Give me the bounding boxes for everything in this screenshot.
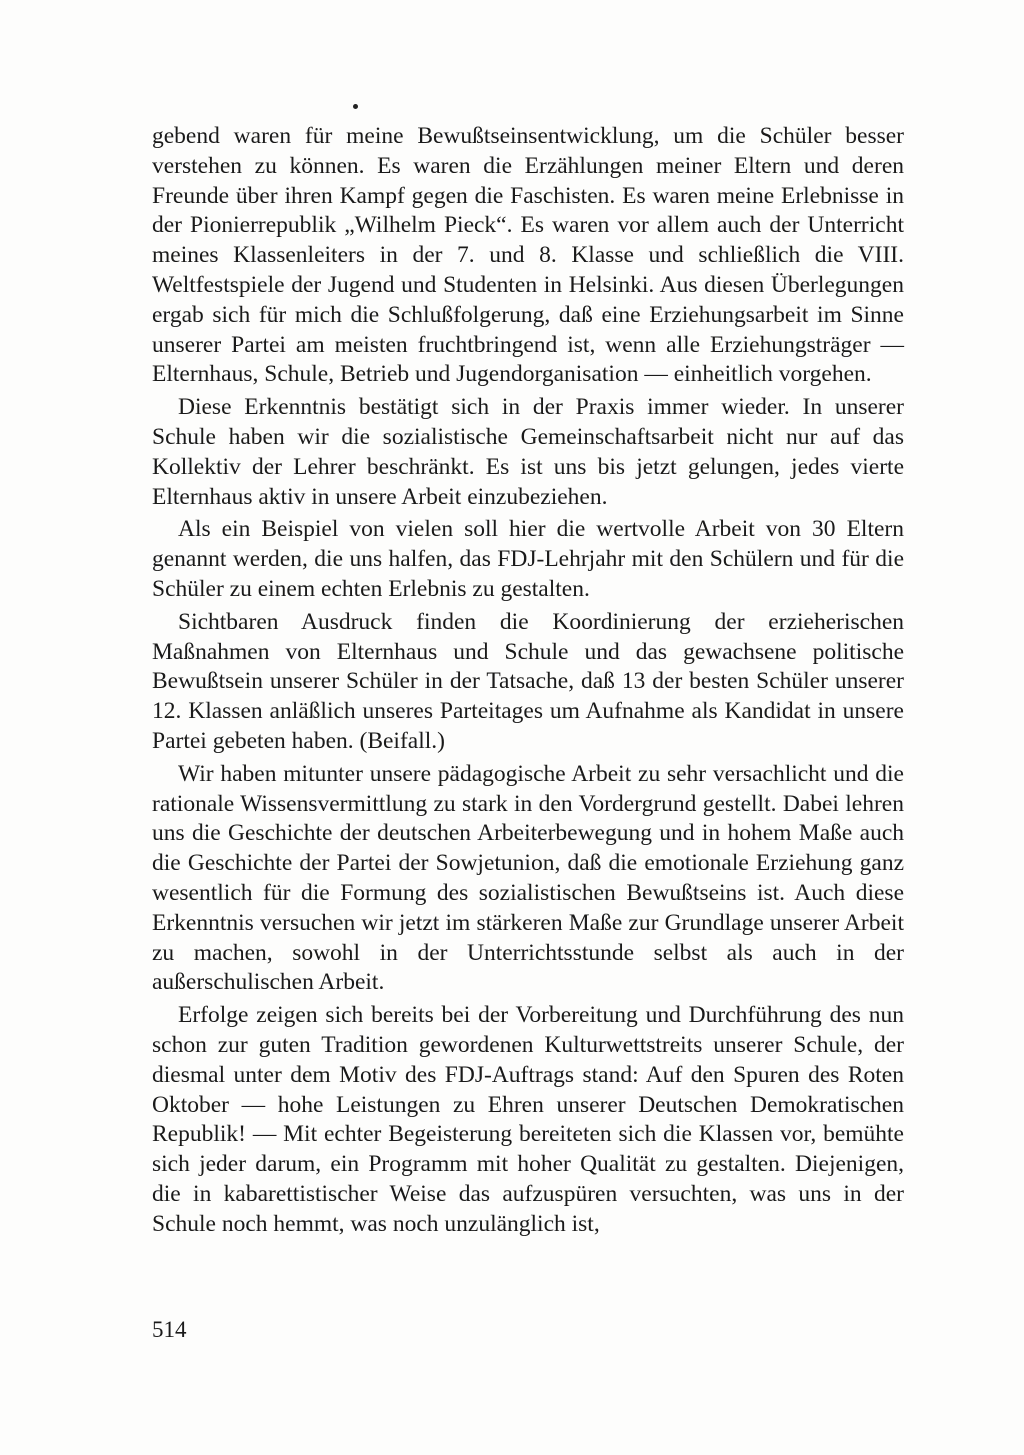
paragraph-4: Sichtbaren Ausdruck finden die Koordinierung der erzieherischen Maßnahmen von Elternhaus und Schule und das gewachsene politische Bewußtsein unserer Schüler in der Tatsache, daß 13 der besten Schüler unserer 12. Klassen anläßlich unseres Parteitages um Aufnahme als Kandidat in unsere Partei gebeten haben. (Beifall.) xyxy=(152,608,904,754)
paragraph-2: Diese Erkenntnis bestätigt sich in der Praxis immer wieder. In unserer Schule haben wir die sozialistische Gemeinschaftsarbeit nicht nur auf das Kollektiv der Lehrer beschränkt. Es ist uns bis jetzt gelungen, jedes vierte Elternhaus aktiv in unsere Arbeit einzubeziehen. xyxy=(152,394,904,510)
body-text xyxy=(152,122,904,1242)
page-number: 514 xyxy=(152,1317,187,1342)
paragraph-6: Erfolge zeigen sich bereits bei der Vorbereitung und Durchführung des nun schon zur guten Tradition gewordenen Kulturwettstreits unserer Schule, der diesmal unter dem Motiv des FDJ-Auftrags stand: Auf den Spuren des Roten Oktober — hohe Leistungen zu Ehren unserer Deutschen Demokratischen Republik! — Mit echter Begeisterung bereiteten sich die Klassen vor, bemühte sich jeder darum, ein Programm mit hoher Qualität zu gestalten. Diejenigen, die in kabarettistischer Weise das aufzuspüren versuchten, was uns in der Schule noch hemmt, was noch unzulänglich ist, xyxy=(152,1002,904,1237)
ink-speck xyxy=(353,104,358,109)
paragraph-5: Wir haben mitunter unsere pädagogische Arbeit zu sehr versachlicht und die rationale Wissensvermittlung zu stark in den Vordergrund gestellt. Dabei lehren uns die Geschichte der deutschen Arbeiterbewegung und in hohem Maße auch die Geschichte der Partei der Sowjetunion, daß die emotionale Erziehung ganz wesentlich für die Formung des sozialistischen Bewußtseins ist. Auch diese Erkenntnis versuchen wir jetzt im stärkeren Maße zur Grundlage unserer Arbeit zu machen, sowohl in der Unterrichtsstunde selbst als auch in der außerschulischen Arbeit. xyxy=(152,760,904,996)
paragraph-3: Als ein Beispiel von vielen soll hier die wertvolle Arbeit von 30 Eltern genannt werden, die uns halfen, das FDJ-Lehrjahr mit den Schülern und für die Schüler zu einem echten Erlebnis zu gestalten. xyxy=(152,516,904,602)
paragraph-1: gebend waren für meine Bewußtseinsentwicklung, um die Schüler besser verstehen zu können. Es waren die Erzählungen meiner Eltern und deren Freunde über ihren Kampf gegen die Faschisten. Es waren meine Erlebnisse in der Pionierrepublik „Wilhelm Pieck“. Es waren vor allem auch der Unterricht meines Klassenleiters in der 7. und 8. Klasse und schließlich die VIII. Weltfestspiele der Jugend und Studenten in Helsinki. Aus diesen Überlegungen ergab sich für mich die Schlußfolgerung, daß eine Erziehungsarbeit im Sinne unserer Partei am meisten fruchtbringend ist, wenn alle Erziehungsträger — Elternhaus, Schule, Betrieb und Jugendorganisation — einheitlich vorgehen. xyxy=(152,123,904,388)
